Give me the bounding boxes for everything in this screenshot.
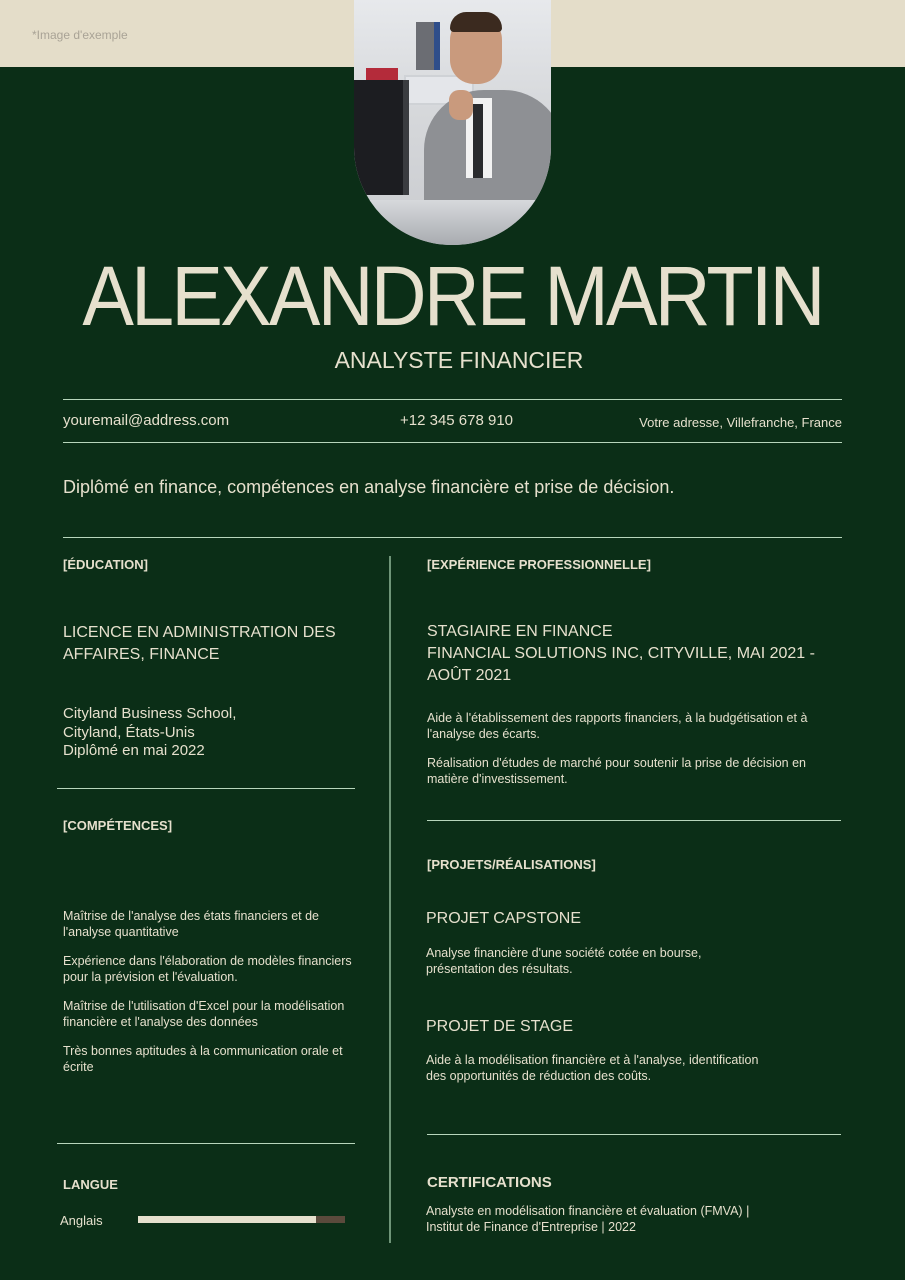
education-heading: [ÉDUCATION] (63, 557, 148, 572)
project-title: PROJET DE STAGE (426, 1018, 573, 1035)
divider (427, 1134, 841, 1135)
school-location: Cityland, États-Unis (63, 723, 195, 741)
degree-title (63, 622, 336, 666)
divider (63, 442, 842, 443)
degree-line-1: LICENCE EN ADMINISTRATION DES (63, 624, 336, 641)
contact-email[interactable]: youremail@address.com (63, 412, 230, 429)
experience-item: Aide à l'établissement des rapports financiers, à la budgétisation et à l'analyse des écarts. (427, 711, 808, 741)
language-name: Anglais (60, 1213, 103, 1228)
profile-summary: Diplômé en finance, compétences en analyse financière et prise de décision. (63, 477, 675, 497)
project-description: Analyse financière d'une société cotée en bourse, présentation des résultats. (426, 946, 702, 976)
language-heading: LANGUE (63, 1177, 118, 1192)
skill-item: Très bonnes aptitudes à la communication orale et écrite (63, 1044, 343, 1074)
contact-address: Votre adresse, Villefranche, France (639, 415, 842, 430)
sample-image-note: *Image d'exemple (32, 28, 128, 42)
company-line-2: AOÛT 2021 (427, 667, 512, 684)
language-level-fill (138, 1216, 316, 1223)
graduation-date: Diplômé en mai 2022 (63, 742, 205, 759)
column-divider (389, 556, 391, 1243)
project-title: PROJET CAPSTONE (426, 910, 581, 927)
degree-line-2: AFFAIRES, FINANCE (63, 646, 220, 663)
divider (57, 788, 355, 789)
divider (63, 537, 842, 538)
experience-title (427, 621, 815, 687)
school-name: Cityland Business School, (63, 705, 237, 722)
experience-heading: [EXPÉRIENCE PROFESSIONNELLE] (427, 557, 651, 572)
project-description: Aide à la modélisation financière et à l'analyse, identification des opportunités de réduction des coûts. (426, 1053, 759, 1083)
certifications-heading: CERTIFICATIONS (427, 1174, 552, 1191)
certification-entry (426, 1204, 826, 1235)
projects-heading: [PROJETS/RÉALISATIONS] (427, 857, 596, 872)
skills-heading: [COMPÉTENCES] (63, 818, 173, 833)
certification-line-1: Analyste en modélisation financière et évaluation (FMVA) | (426, 1204, 750, 1218)
experience-item: Réalisation d'études de marché pour soutenir la prise de décision en matière d'investissement. (427, 756, 807, 786)
experience-bullets (427, 711, 827, 801)
skill-item: Maîtrise de l'utilisation d'Excel pour la modélisation financière et l'analyse des données (63, 999, 345, 1029)
contact-phone[interactable]: +12 345 678 910 (400, 412, 514, 429)
certification-line-2: Institut de Finance d'Entreprise | 2022 (426, 1219, 636, 1234)
divider (63, 399, 842, 400)
company-line-1: FINANCIAL SOLUTIONS INC, CITYVILLE, MAI 2021 - (427, 645, 815, 662)
candidate-name: ALEXANDRE MARTIN (82, 249, 823, 343)
divider (427, 820, 841, 821)
divider (57, 1143, 355, 1144)
job-role: STAGIAIRE EN FINANCE (427, 623, 613, 640)
education-details (63, 705, 236, 761)
skills-list (63, 909, 358, 1089)
skill-item: Expérience dans l'élaboration de modèles financiers pour la prévision et l'évaluation. (63, 954, 352, 984)
job-title: ANALYSTE FINANCIER (334, 347, 584, 373)
profile-photo (354, 0, 551, 245)
language-level-bar (138, 1216, 345, 1223)
skill-item: Maîtrise de l'analyse des états financiers et de l'analyse quantitative (63, 909, 319, 939)
